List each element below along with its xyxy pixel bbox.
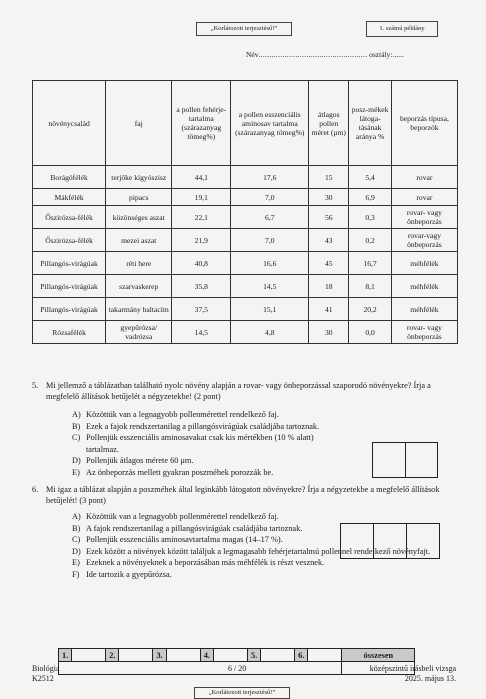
cell: rovar <box>391 189 457 206</box>
option-text: Közöttük van a legnagyobb pollenmérettel rendelkező faj. <box>86 512 279 521</box>
option-text: Ezeknek a növényeknek a beporzásában más méhfélék is részt vesznek. <box>86 558 325 567</box>
cell: rovar-vagy önbeporzás <box>391 229 457 252</box>
answer-box[interactable] <box>373 443 406 477</box>
answer-box[interactable] <box>341 524 374 558</box>
question-5-options <box>72 409 332 478</box>
header-amino: a pollen esszenciális aminosav tartalma (szárazanyag tömeg%) <box>231 81 309 166</box>
cell: 21,9 <box>172 229 231 252</box>
cell: mezei aszat <box>106 229 172 252</box>
score-label: 5. <box>247 649 260 662</box>
table-header-row <box>33 81 458 166</box>
exam-code: K2512 <box>32 674 54 683</box>
cell: 37,5 <box>172 298 231 321</box>
cell: 16,7 <box>349 252 392 275</box>
question-5-answer-boxes[interactable] <box>372 442 438 478</box>
cell: réti here <box>106 252 172 275</box>
option-text: Pollenjük esszenciális aminosavakat csak kis mértékben (10 % alatt) tartalmaz. <box>86 433 314 454</box>
option-text: A fajok rendszertanilag a pillangósvirágúak családjába tartoznak. <box>86 523 303 533</box>
table-row <box>33 275 458 298</box>
table-row <box>33 298 458 321</box>
score-label: 1. <box>59 649 72 662</box>
cell: takarmány baltacím <box>106 298 172 321</box>
page-number: 6 / 20 <box>228 664 247 673</box>
option-letter: C) <box>72 535 81 544</box>
option-text: Pollenjük átlagos mérete 60 μm. <box>86 456 194 465</box>
list-item <box>72 569 434 581</box>
cell: 7,0 <box>231 189 309 206</box>
score-total-label: összesen <box>342 649 415 662</box>
option-letter: E) <box>72 467 80 477</box>
cell: 44,1 <box>172 166 231 189</box>
cell: 6,9 <box>349 189 392 206</box>
cell: 45 <box>309 252 349 275</box>
score-cell[interactable] <box>119 649 153 662</box>
score-cell[interactable] <box>72 649 106 662</box>
answer-box[interactable] <box>406 443 438 477</box>
option-letter: B) <box>72 421 81 431</box>
table-row <box>33 321 458 344</box>
option-letter: B) <box>72 523 81 533</box>
cell: 4,8 <box>231 321 309 344</box>
cell: közönséges aszat <box>106 206 172 229</box>
name-class-line <box>246 50 404 59</box>
table-row <box>33 252 458 275</box>
option-text: Ide tartozik a gyepűrózsa. <box>86 569 172 579</box>
cell: méhfélék <box>391 298 457 321</box>
cell: 18 <box>309 275 349 298</box>
name-dots: .................................................. <box>258 50 368 59</box>
cell: 16,6 <box>231 252 309 275</box>
table-row <box>33 206 458 229</box>
score-label: 3. <box>153 649 166 662</box>
cell: 22,1 <box>172 206 231 229</box>
table-row <box>33 229 458 252</box>
question-6-answer-boxes[interactable] <box>340 523 440 559</box>
exam-level: középszintű írásbeli vizsga <box>369 664 456 673</box>
cell: Őszirózsa-félék <box>33 206 106 229</box>
option-letter: F) <box>72 569 80 579</box>
option-letter: A) <box>72 410 81 419</box>
header-species: faj <box>106 81 172 166</box>
score-cell[interactable] <box>166 649 200 662</box>
cell: szarvaskerep <box>106 275 172 298</box>
cell: 43 <box>309 229 349 252</box>
cell: 5,4 <box>349 166 392 189</box>
list-item <box>72 511 434 523</box>
list-item <box>72 467 372 479</box>
cell: 30 <box>309 189 349 206</box>
cell: 8,1 <box>349 275 392 298</box>
score-cell[interactable] <box>261 649 295 662</box>
cell: Borágófélék <box>33 166 106 189</box>
cell: 30 <box>309 321 349 344</box>
option-text: Ezek a fajok rendszertanilag a pillangósvirágúak családjába tartoznak. <box>86 421 320 431</box>
question-6-number: 6. <box>32 485 39 494</box>
cell: 0,0 <box>349 321 392 344</box>
header-visits: posz-mékek látoga-tásának aránya % <box>349 81 392 166</box>
restricted-label-top: „Korlátozott terjesztésű!” <box>196 22 292 36</box>
cell: méhfélék <box>391 275 457 298</box>
cell: pipacs <box>106 189 172 206</box>
score-label: 6. <box>295 649 308 662</box>
pollen-data-table <box>32 80 458 344</box>
class-label: osztály:...... <box>369 50 404 59</box>
question-6-text: Mi igaz a táblázat alapján a poszméhek által leginkább látogatott növényekre? Írja a négyzetekbe a megfelelő állítások betűjelét! (3 pont) <box>46 485 440 505</box>
cell: Pillangós-virágúak <box>33 275 106 298</box>
table-row <box>33 189 458 206</box>
cell: 19,1 <box>172 189 231 206</box>
cell: 56 <box>309 206 349 229</box>
option-letter: E) <box>72 558 80 567</box>
cell: gyepűrózsa/ vadrózsa <box>106 321 172 344</box>
footer-left <box>32 664 60 684</box>
score-cell[interactable] <box>308 649 342 662</box>
cell: 20,2 <box>349 298 392 321</box>
table-row <box>33 166 458 189</box>
exam-date: 2025. május 13. <box>404 674 456 683</box>
cell: 14,5 <box>172 321 231 344</box>
cell: méhfélék <box>391 252 457 275</box>
cell: Őszirózsa-félék <box>33 229 106 252</box>
list-item <box>72 534 322 546</box>
header-size: átlagos pollen méret (μm) <box>309 81 349 166</box>
cell: Pillangós-virágúak <box>33 252 106 275</box>
subject: Biológia <box>32 664 60 673</box>
list-item <box>72 455 332 467</box>
option-text: Az önbeporzás mellett gyakran poszméhek porozzák be. <box>86 467 274 477</box>
cell: Pillangós-virágúak <box>33 298 106 321</box>
score-label: 2. <box>106 649 119 662</box>
cell: rovar- vagy önbeporzás <box>391 206 457 229</box>
header-family: növénycsalád <box>33 81 106 166</box>
option-letter: A) <box>72 512 81 521</box>
cell: 6,7 <box>231 206 309 229</box>
cell: 40,8 <box>172 252 231 275</box>
score-cell[interactable] <box>213 649 247 662</box>
restricted-label-bottom: „Korlátozott terjesztésű!” <box>194 687 290 699</box>
header-protein: a pollen fehérje-tartalma (szárazanyag tömeg%) <box>172 81 231 166</box>
option-letter: D) <box>72 456 81 465</box>
answer-box[interactable] <box>407 524 439 558</box>
option-text: Közöttük van a legnagyobb pollenmérettel rendelkező faj. <box>86 410 279 419</box>
option-letter: C) <box>72 433 81 442</box>
cell: 41 <box>309 298 349 321</box>
list-item <box>72 432 332 455</box>
score-value-cell[interactable] <box>59 662 342 675</box>
score-label-row <box>59 649 415 662</box>
cell: 0,3 <box>349 206 392 229</box>
cell: Rózsafélék <box>33 321 106 344</box>
cell: rovar- vagy önbeporzás <box>391 321 457 344</box>
header-pollination: beporzás típusa, beporzók <box>391 81 457 166</box>
cell: 7,0 <box>231 229 309 252</box>
list-item <box>72 421 412 433</box>
cell: 15 <box>309 166 349 189</box>
footer-right <box>330 664 456 684</box>
list-item <box>72 523 322 535</box>
option-letter: D) <box>72 546 81 556</box>
question-5-text: Mi jellemző a táblázatban található nyolc növény alapján a rovar- vagy önbeporzással szaporodó növényekre? Írja a megfelelő állítások betűjelét a négyzetekbe! (2 pont) <box>46 381 431 401</box>
cell: Mákfélék <box>33 189 106 206</box>
cell: 17,6 <box>231 166 309 189</box>
name-label: Név <box>246 50 259 59</box>
answer-box[interactable] <box>374 524 407 558</box>
option-text: Ezek között a növények között találjuk a legmagasabb fehérjetartalmú pollennel rendelkező növényfajt. <box>86 546 431 556</box>
list-item <box>72 409 332 421</box>
cell: rovar <box>391 166 457 189</box>
score-label: 4. <box>200 649 213 662</box>
cell: 14,5 <box>231 275 309 298</box>
cell: 0,2 <box>349 229 392 252</box>
option-text: Pollenjük esszenciális aminosavtartalma magas (14–17 %). <box>86 535 283 544</box>
question-5-number: 5. <box>32 381 39 390</box>
cell: terjőke kígyószisz <box>106 166 172 189</box>
cell: 15,1 <box>231 298 309 321</box>
cell: 35,8 <box>172 275 231 298</box>
copy-number-label: 1. számú példány <box>366 21 438 37</box>
